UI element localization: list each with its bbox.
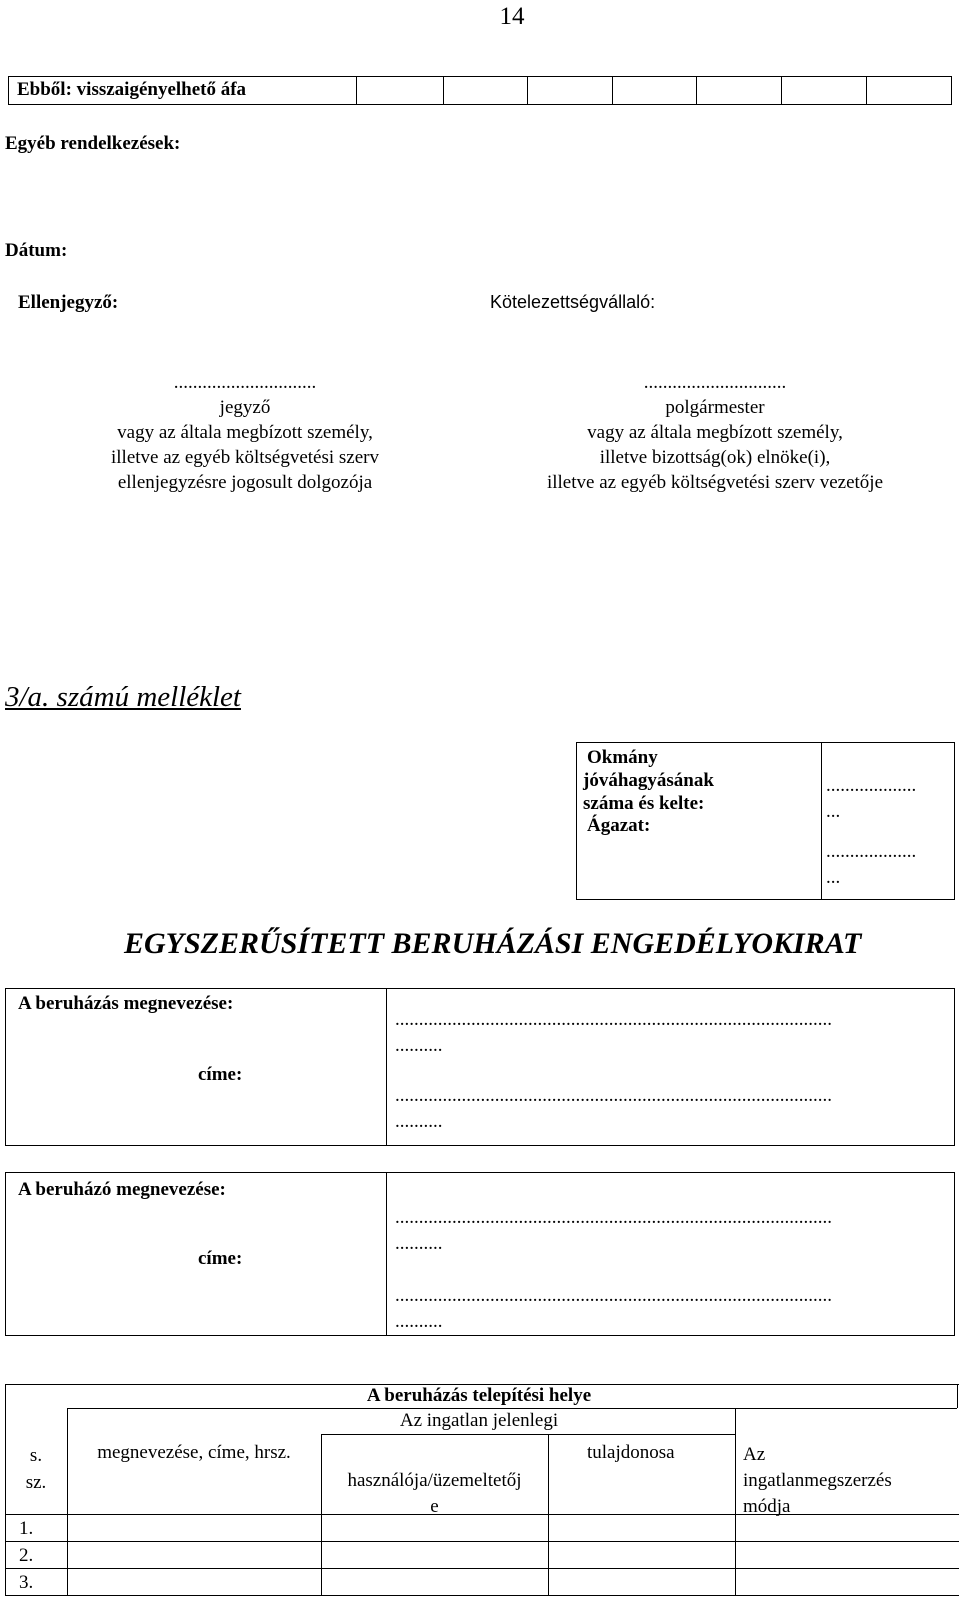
col-owner: tulajdonosa xyxy=(587,1442,675,1463)
investor-address-label: címe: xyxy=(198,1247,243,1269)
investor-value-cell xyxy=(387,1173,955,1336)
investor-name-label: A beruházó megnevezése: xyxy=(18,1179,226,1200)
location-table xyxy=(5,1384,959,1596)
countersigner-label: Ellenjegyző: xyxy=(18,292,119,313)
table-row: 2. xyxy=(19,1545,34,1566)
left-signature-dots: .............................. xyxy=(173,372,317,393)
investor-name-dots xyxy=(395,1205,948,1257)
col-acquisition xyxy=(743,1442,892,1520)
date-label: Dátum: xyxy=(5,240,68,261)
page-number: 14 xyxy=(499,3,525,30)
vat-label-cell xyxy=(9,77,357,105)
col-acquisition-line3: módja xyxy=(743,1496,791,1517)
approval-sector-label: Ágazat: xyxy=(587,815,651,837)
col-user-line2: e xyxy=(430,1496,439,1517)
vat-table xyxy=(8,76,952,105)
vat-cell-2 xyxy=(443,77,528,105)
col-acquisition-line2: ingatlanmegszerzés xyxy=(743,1470,892,1491)
approval-doc-line2: jóváhagyásának xyxy=(583,769,714,791)
vat-cell-3 xyxy=(528,77,613,105)
current-heading: Az ingatlan jelenlegi xyxy=(399,1410,559,1431)
col-serial-line1: s. xyxy=(29,1445,43,1466)
approval-label-cell xyxy=(577,743,822,900)
approval-sector-dots xyxy=(826,839,948,891)
investor-name-dots-line1: ............................................................................................ xyxy=(395,1207,832,1228)
investor-table xyxy=(5,1172,955,1336)
right-signature-line1: polgármester xyxy=(665,397,765,418)
col-name: megnevezése, címe, hrsz. xyxy=(97,1442,291,1463)
investment-name-dots-line1: ............................................................................................ xyxy=(395,1009,832,1030)
approval-doc-dots xyxy=(826,773,948,825)
approval-doc-dots-line2: ... xyxy=(826,801,841,822)
left-signature-line1: jegyző xyxy=(219,397,271,418)
commitment-label: Kötelezettségvállaló: xyxy=(490,292,656,312)
investor-address-dots-line1: ............................................................................................ xyxy=(395,1285,832,1306)
investor-address-dots-line2: .......... xyxy=(395,1311,443,1332)
investment-name-label: A beruházás megnevezése: xyxy=(18,993,234,1014)
other-provisions-label: Egyéb rendelkezések: xyxy=(5,133,181,154)
col-user xyxy=(321,1468,548,1520)
investor-address-dots xyxy=(395,1283,948,1335)
location-heading: A beruházás telepítési helye xyxy=(366,1385,592,1406)
vat-cell-4 xyxy=(612,77,697,105)
investor-label-cell xyxy=(6,1173,387,1336)
investment-address-label: címe: xyxy=(198,1063,243,1085)
approval-sector-dots-line2: ... xyxy=(826,867,841,888)
col-serial-line2: sz. xyxy=(25,1472,47,1493)
right-signature-line3: illetve bizottság(ok) elnöke(i), xyxy=(599,447,831,468)
approval-doc-line3: száma és kelte: xyxy=(583,792,705,814)
approval-value-cell xyxy=(822,743,955,900)
investment-name-dots xyxy=(395,1007,948,1059)
vat-cell-7 xyxy=(867,77,952,105)
main-title: EGYSZERŰSÍTETT BERUHÁZÁSI ENGEDÉLYOKIRAT xyxy=(124,927,862,960)
left-signature-line2: vagy az általa megbízott személy, xyxy=(117,422,373,443)
reclaimable-vat-label: Ebből: visszaigényelhető áfa xyxy=(17,79,247,101)
investment-address-dots-line2: .......... xyxy=(395,1111,443,1132)
investment-label-cell xyxy=(6,989,387,1146)
left-signature-line3: illetve az egyéb költségvetési szerv xyxy=(110,447,379,468)
table-row: 3. xyxy=(19,1572,34,1593)
table-row: 1. xyxy=(19,1518,34,1539)
annex-title: 3/a. számú melléklet xyxy=(5,681,241,713)
approval-doc-line1: Okmány xyxy=(587,747,658,768)
left-signature-line4: ellenjegyzésre jogosult dolgozója xyxy=(117,472,373,493)
vat-cell-1 xyxy=(356,77,443,105)
left-signature-block xyxy=(60,370,430,495)
approval-box xyxy=(576,742,955,900)
col-acquisition-line1: Az xyxy=(743,1444,766,1465)
right-signature-block xyxy=(480,370,950,495)
vat-cell-5 xyxy=(697,77,782,105)
approval-doc-dots-line1: ................... xyxy=(826,775,917,796)
investor-name-dots-line2: .......... xyxy=(395,1233,443,1254)
vat-cell-6 xyxy=(781,77,866,105)
approval-sector-dots-line1: ................... xyxy=(826,841,917,862)
col-serial xyxy=(5,1442,67,1496)
investment-address-dots xyxy=(395,1083,948,1135)
col-user-line1: használója/üzemeltetőj xyxy=(347,1470,522,1491)
investment-table xyxy=(5,988,955,1146)
right-signature-line2: vagy az általa megbízott személy, xyxy=(587,422,843,443)
investment-value-cell xyxy=(387,989,955,1146)
investment-name-dots-line2: .......... xyxy=(395,1035,443,1056)
investment-address-dots-line1: ............................................................................................ xyxy=(395,1085,832,1106)
right-signature-dots: .............................. xyxy=(643,372,787,393)
right-signature-line4: illetve az egyéb költségvetési szerv vezetője xyxy=(546,472,884,493)
